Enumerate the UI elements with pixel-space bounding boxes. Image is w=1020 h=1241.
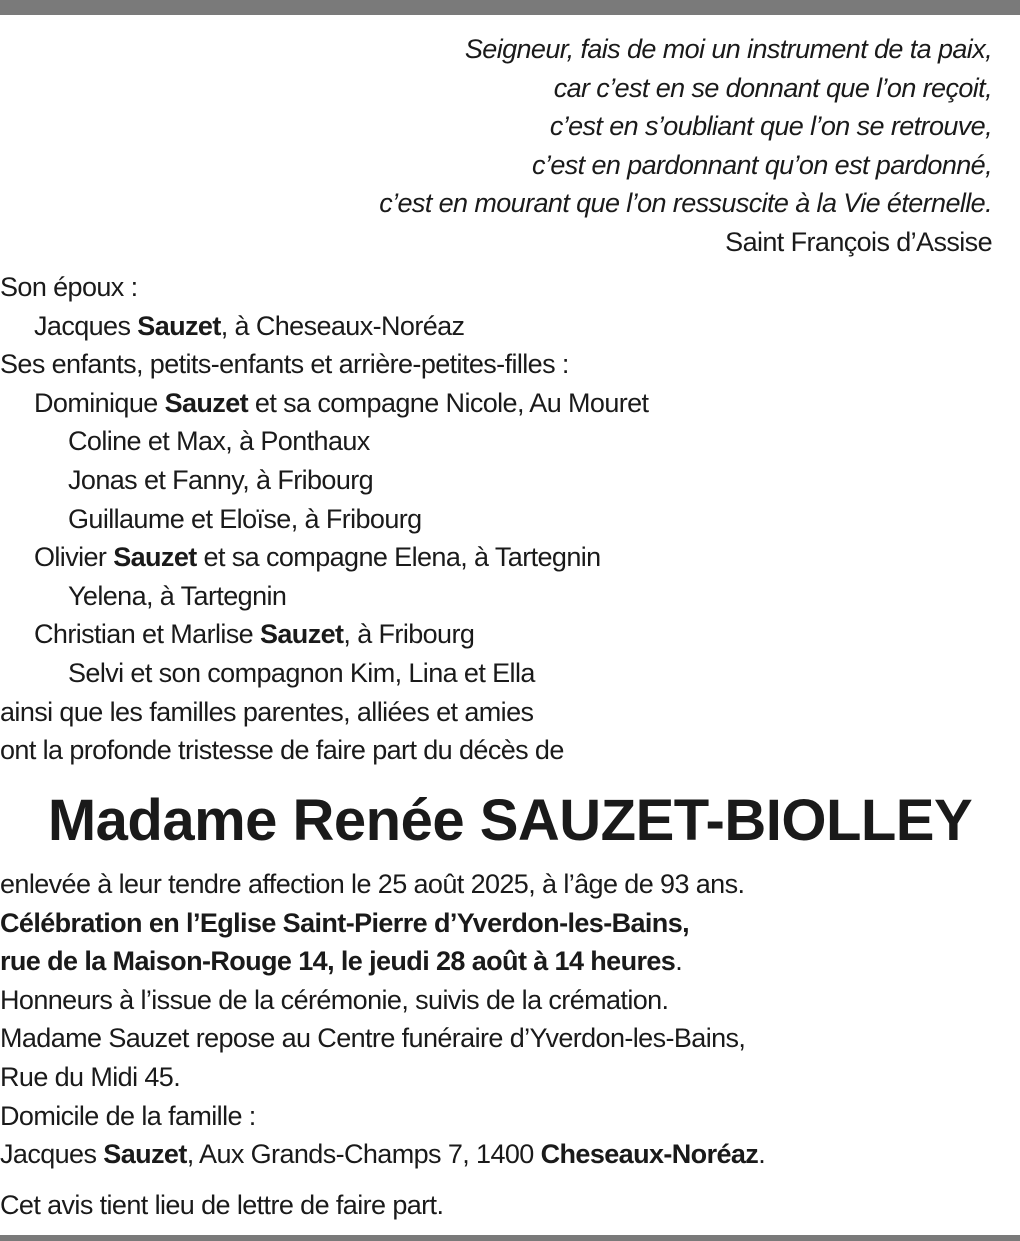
spouse-heading: Son époux : bbox=[0, 272, 138, 302]
first-name: Jacques bbox=[34, 310, 138, 341]
rest-place-line: Madame Sauzet repose au Centre funéraire d’Yverdon-les-Bains, bbox=[0, 1023, 746, 1054]
entry-rest: , à Cheseaux-Noréaz bbox=[220, 310, 465, 341]
grandchild-entry: Yelena, à Tartegnin bbox=[68, 580, 287, 611]
rest-address-line: Rue du Midi 45. bbox=[0, 1061, 181, 1092]
first-name: Christian et Marlise bbox=[34, 619, 260, 650]
quote-author: Saint François d’Assise bbox=[725, 226, 992, 257]
first-name: Olivier bbox=[34, 542, 114, 573]
entry-rest: , à Fribourg bbox=[343, 619, 475, 650]
quote-line: c’est en mourant que l’on ressuscite à la Vie éternelle. bbox=[379, 188, 992, 219]
ceremony-details bbox=[0, 865, 765, 1174]
quote-line: car c’est en se donnant que l’on reçoit, bbox=[553, 72, 992, 103]
family-list bbox=[0, 268, 648, 770]
passing-line: enlevée à leur tendre affection le 25 août 2025, à l’âge de 93 ans. bbox=[0, 869, 745, 899]
punctuation: . bbox=[675, 946, 683, 977]
prayer-quote bbox=[379, 30, 992, 262]
punctuation: . bbox=[758, 1139, 766, 1170]
grandchild-entry: Coline et Max, à Ponthaux bbox=[68, 426, 370, 457]
child-entry bbox=[0, 538, 648, 577]
first-name: Dominique bbox=[34, 387, 165, 418]
domicile-address: , Aux Grands-Champs 7, 1400 bbox=[186, 1139, 541, 1170]
domicile-town: Cheseaux-Noréaz bbox=[540, 1139, 759, 1170]
family-name: Sauzet bbox=[113, 542, 197, 573]
family-name: Sauzet bbox=[103, 1139, 187, 1170]
grandchild-entry: Guillaume et Eloïse, à Fribourg bbox=[68, 503, 422, 534]
quote-line: c’est en pardonnant qu’on est pardonné, bbox=[532, 149, 992, 180]
honours-line: Honneurs à l’issue de la cérémonie, suivis de la crémation. bbox=[0, 984, 669, 1015]
family-name: Sauzet bbox=[137, 310, 221, 341]
top-rule bbox=[0, 0, 1020, 15]
domicile-heading: Domicile de la famille : bbox=[0, 1100, 256, 1131]
relatives-line: ainsi que les familles parentes, alliées et amies bbox=[0, 696, 534, 727]
family-name: Sauzet bbox=[164, 387, 249, 418]
child-entry bbox=[0, 384, 648, 423]
domicile-line bbox=[0, 1135, 765, 1174]
bottom-rule bbox=[0, 1235, 1020, 1241]
grandchild-entry: Selvi et son compagnon Kim, Lina et Ella bbox=[68, 657, 535, 688]
spouse-entry bbox=[0, 307, 648, 346]
quote-line: Seigneur, fais de moi un instrument de ta paix, bbox=[464, 34, 992, 64]
entry-rest: et sa compagne Elena, à Tartegnin bbox=[196, 542, 601, 573]
children-heading: Ses enfants, petits-enfants et arrière-petites-filles : bbox=[0, 349, 569, 380]
family-name: Sauzet bbox=[259, 619, 344, 650]
child-entry bbox=[0, 615, 648, 654]
first-name: Jacques bbox=[0, 1139, 104, 1170]
quote-line: c’est en s’oubliant que l’on se retrouve, bbox=[549, 111, 992, 142]
entry-rest: et sa compagne Nicole, Au Mouret bbox=[248, 387, 649, 418]
grandchild-entry: Jonas et Fanny, à Fribourg bbox=[68, 464, 374, 495]
celebration-text: rue de la Maison-Rouge 14, le jeudi 28 août à 14 heures bbox=[0, 946, 676, 977]
closing-note: Cet avis tient lieu de lettre de faire part. bbox=[0, 1190, 444, 1220]
deceased-name: Madame Renée SAUZET-BIOLLEY bbox=[47, 788, 973, 853]
celebration-line bbox=[0, 942, 765, 981]
celebration-text: Célébration en l’Eglise Saint-Pierre d’Yverdon-les-Bains, bbox=[0, 907, 690, 938]
celebration-line bbox=[0, 904, 765, 943]
announcement-line: ont la profonde tristesse de faire part du décès de bbox=[0, 735, 564, 766]
